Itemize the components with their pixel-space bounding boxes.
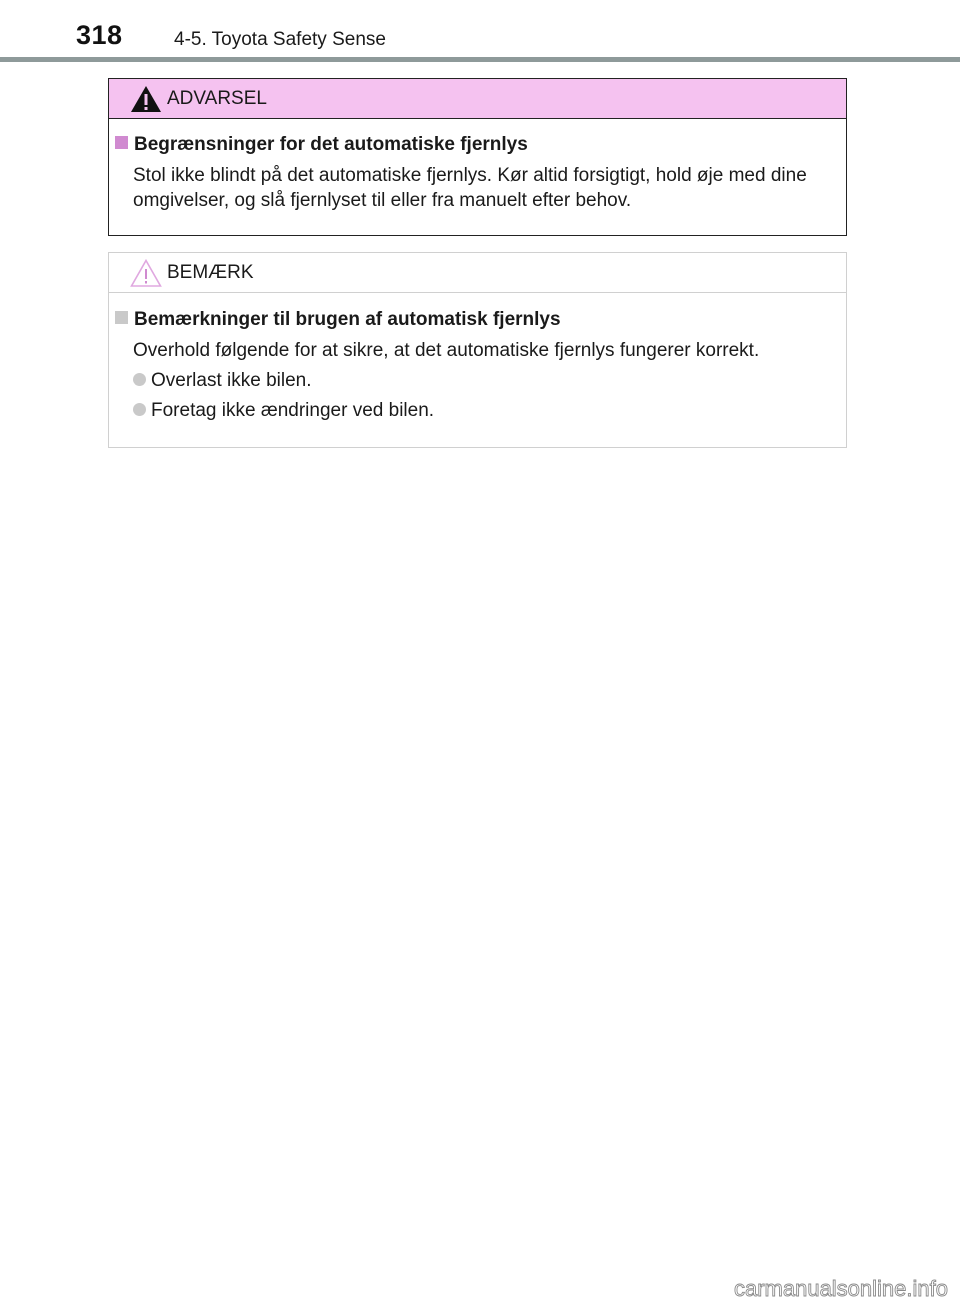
header-divider <box>0 57 960 62</box>
warning-heading <box>115 134 528 156</box>
list-item-text: Overlast ikke bilen. <box>151 370 312 391</box>
warning-label: ADVARSEL <box>167 88 267 109</box>
note-paragraph: Overhold følgende for at sikre, at det automatiske fjernlys fungerer korrekt. <box>133 340 760 361</box>
warning-heading-text: Begrænsninger for det automatiske fjernlys <box>134 134 528 155</box>
watermark-text: carmanualsonline.info <box>733 1276 948 1301</box>
page-number: 318 <box>76 20 123 50</box>
square-bullet-icon <box>115 136 128 149</box>
note-label: BEMÆRK <box>167 262 254 283</box>
caution-triangle-icon <box>129 258 163 288</box>
list-item <box>133 370 312 392</box>
note-box-header <box>109 253 846 293</box>
note-box <box>108 252 847 448</box>
circle-bullet-icon <box>133 403 146 416</box>
square-bullet-icon <box>115 311 128 324</box>
note-heading-text: Bemærkninger til brugen af automatisk fjernlys <box>134 309 561 330</box>
page-header <box>0 0 960 62</box>
warning-box-header <box>109 79 846 119</box>
section-title: 4-5. Toyota Safety Sense <box>174 29 386 50</box>
list-item <box>133 400 434 422</box>
note-heading <box>115 309 561 331</box>
warning-triangle-icon <box>129 84 163 114</box>
list-item-text: Foretag ikke ændringer ved bilen. <box>151 400 435 421</box>
warning-box <box>108 78 847 236</box>
circle-bullet-icon <box>133 373 146 386</box>
warning-paragraph: Stol ikke blindt på det automatiske fjernlys. Kør altid forsigtigt, hold øje med dine omgivelser, og slå fjernlyset til eller fra manuelt efter behov. <box>133 165 807 211</box>
watermark <box>610 1274 950 1302</box>
